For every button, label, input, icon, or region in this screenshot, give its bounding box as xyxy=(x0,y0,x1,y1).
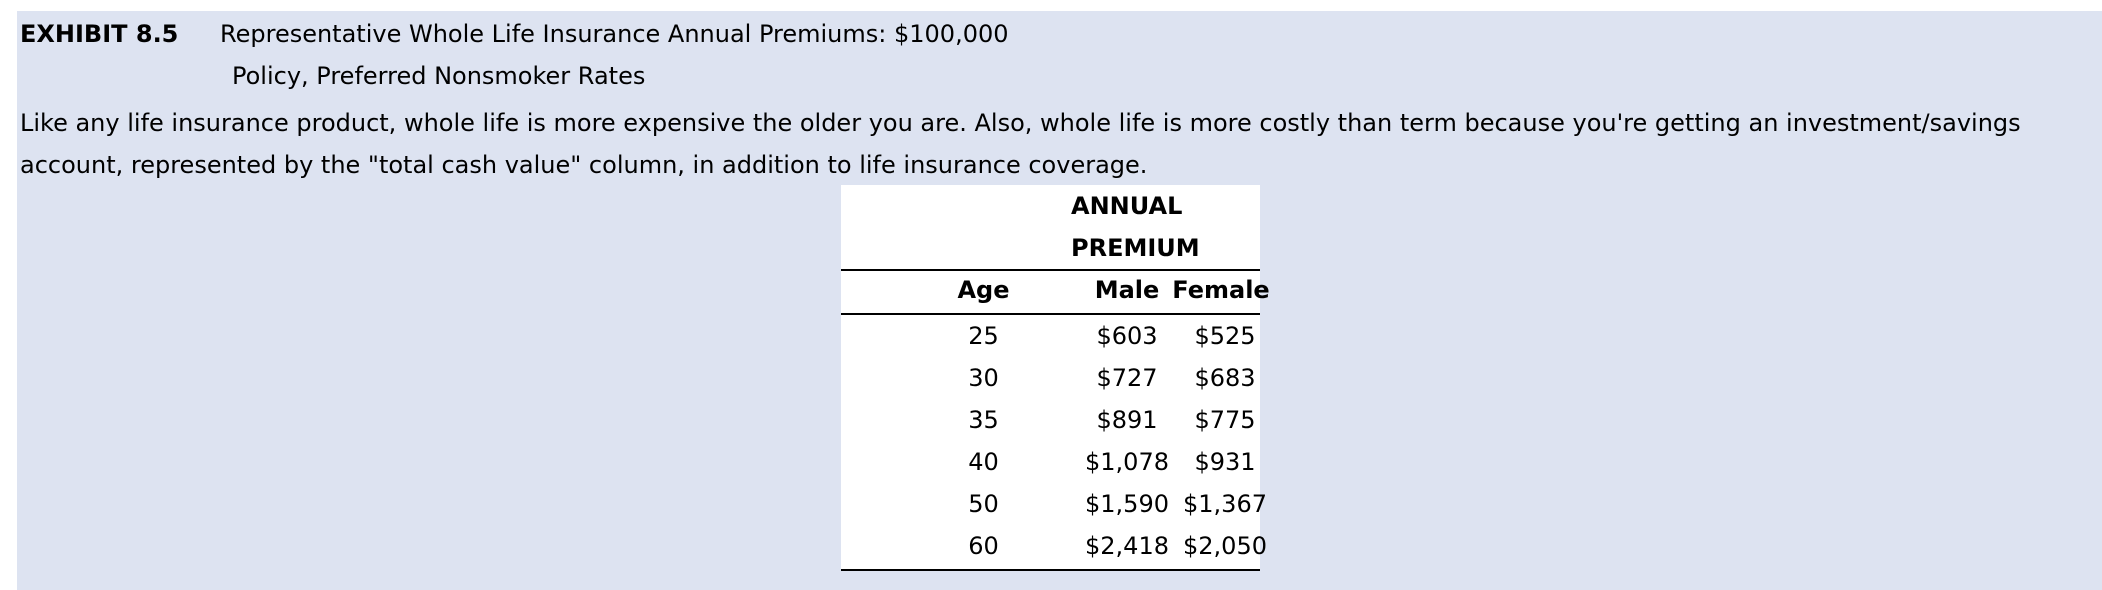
male-premium-cell: $603 xyxy=(1096,322,1158,350)
intro-paragraph: Like any life insurance product, whole life is more expensive the older you are. Also, whole life is more costly than term because you're getting an investment/savings account, represented by the "total cash value" column, in addition to life insurance coverage. xyxy=(20,109,2021,179)
table-row xyxy=(841,483,1267,525)
premium-table xyxy=(841,185,1270,571)
exhibit-label: EXHIBIT 8.5 xyxy=(20,20,179,48)
exhibit-title: Representative Whole Life Insurance Annual Premiums: $100,000 xyxy=(220,20,1009,48)
male-premium-cell: $727 xyxy=(1096,364,1158,392)
column-header-female: Female xyxy=(1172,276,1270,304)
table-row xyxy=(841,399,1260,441)
female-premium-cell: $683 xyxy=(1194,364,1256,392)
group-header-annual: ANNUAL xyxy=(1071,192,1183,220)
group-header-premium: PREMIUM xyxy=(1071,234,1200,262)
male-premium-cell: $1,078 xyxy=(1085,448,1169,476)
age-cell: 50 xyxy=(968,490,999,518)
male-premium-cell: $891 xyxy=(1096,406,1158,434)
female-premium-cell: $525 xyxy=(1194,322,1256,350)
age-cell: 30 xyxy=(968,364,999,392)
age-cell: 35 xyxy=(968,406,999,434)
female-premium-cell: $931 xyxy=(1194,448,1256,476)
table-row xyxy=(841,441,1260,483)
table-row xyxy=(841,315,1260,357)
exhibit-title-line xyxy=(20,18,1009,50)
table-row xyxy=(841,357,1260,399)
age-cell: 60 xyxy=(968,532,999,560)
male-premium-cell: $1,590 xyxy=(1085,490,1169,518)
table-row xyxy=(841,525,1267,567)
age-cell: 40 xyxy=(968,448,999,476)
column-header-male: Male xyxy=(1094,276,1160,304)
exhibit-title-continued: Policy, Preferred Nonsmoker Rates xyxy=(232,62,646,90)
male-premium-cell: $2,418 xyxy=(1085,532,1169,560)
female-premium-cell: $775 xyxy=(1194,406,1256,434)
age-cell: 25 xyxy=(968,322,999,350)
female-premium-cell: $2,050 xyxy=(1183,532,1267,560)
female-premium-cell: $1,367 xyxy=(1183,490,1267,518)
column-header-age: Age xyxy=(957,276,1010,304)
